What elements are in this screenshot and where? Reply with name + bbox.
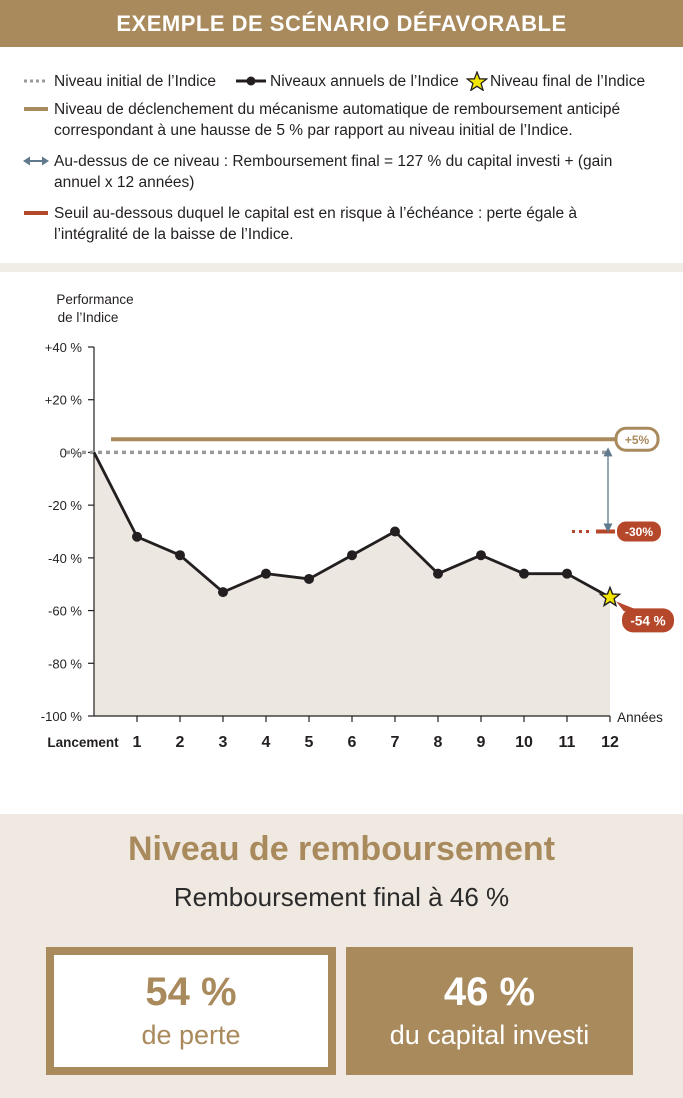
y-tick-label: +40 %	[44, 340, 82, 355]
legend-label-trigger: Niveau de déclenchement du mécanisme automatique de remboursement anticipé correspondant à une hausse de 5 % par rapport au niveau initial de l’Indice.	[54, 101, 621, 139]
y-axis	[41, 340, 94, 724]
trigger-line-icon	[22, 99, 50, 119]
y-tick-label: 0 %	[59, 445, 82, 461]
x-tick-label: 3	[218, 734, 228, 751]
x-tick-label: 8	[433, 734, 443, 751]
y-tick-label: -20 %	[48, 498, 82, 514]
x-tick-label: 12	[601, 734, 619, 751]
chart-svg	[0, 272, 683, 812]
x-tick-label: 10	[515, 734, 533, 751]
x-axis-label: Années	[617, 710, 663, 725]
data-point	[433, 569, 443, 579]
data-point	[261, 569, 271, 579]
legend-label-final: Niveau final de l’Indice	[490, 73, 646, 90]
y-axis-label-line2: de l’Indice	[57, 310, 119, 325]
risk-badge-label: -30%	[624, 525, 654, 539]
x-tick-label: 11	[558, 734, 576, 751]
chart	[0, 272, 683, 812]
data-point	[476, 550, 486, 560]
summary-title: Niveau de remboursement	[127, 830, 556, 868]
area-fill	[94, 452, 610, 716]
capital-label: du capital investi	[389, 1020, 590, 1050]
risk-line-icon	[22, 203, 50, 223]
dotted-line-icon	[22, 71, 50, 91]
page-title	[0, 0, 683, 47]
x-axis	[47, 716, 619, 751]
final-badge-label: -54 %	[630, 613, 666, 629]
x-tick-label: 2	[175, 734, 185, 751]
double-arrow-icon	[22, 151, 50, 171]
y-tick-label: -100 %	[40, 709, 82, 724]
star-icon	[466, 71, 488, 91]
data-point	[304, 574, 314, 584]
x-tick-label: Lancement	[47, 735, 119, 750]
data-point	[218, 587, 228, 597]
x-tick-label: 4	[261, 734, 271, 751]
y-tick-label: +20 %	[44, 392, 82, 408]
chart-top-band	[0, 263, 683, 272]
y-tick-label: -60 %	[48, 603, 82, 619]
loss-box	[46, 947, 336, 1075]
data-point	[390, 527, 400, 537]
summary-subtitle: Remboursement final à 46 %	[173, 882, 510, 912]
loss-label: de perte	[141, 1020, 241, 1050]
data-point	[347, 550, 357, 560]
x-tick-label: 6	[347, 734, 357, 751]
page-title-text: EXEMPLE DE SCÉNARIO DÉFAVORABLE	[116, 10, 567, 36]
x-tick-label: 9	[476, 734, 486, 751]
data-point	[132, 532, 142, 542]
x-tick-label: 1	[132, 734, 142, 751]
x-tick-label: 7	[390, 734, 400, 751]
legend-label-annual: Niveaux annuels de l’Indice	[270, 73, 459, 90]
trigger-badge-label: +5%	[624, 432, 650, 447]
legend-label-initial: Niveau initial de l’Indice	[54, 73, 216, 90]
loss-box-inner	[54, 955, 328, 1067]
badges	[616, 428, 674, 632]
y-axis-label: Performance	[56, 292, 134, 307]
y-tick-label: -40 %	[48, 550, 82, 566]
double-arrow	[604, 447, 613, 532]
x-tick-label: 5	[304, 734, 314, 751]
line-dot-icon	[234, 71, 268, 91]
legend-label-above: Au-dessus de ce niveau : Remboursement final = 127 % du capital investi + (gain annuel x 12 années)	[54, 153, 613, 191]
capital-box	[346, 947, 633, 1075]
data-point	[519, 569, 529, 579]
y-tick-label: -80 %	[48, 656, 82, 672]
loss-value: 54 %	[145, 970, 237, 1014]
data-point	[175, 550, 185, 560]
legend-label-risk: Seuil au-dessous duquel le capital est en risque à l’échéance : perte égale à l’intégralité de la baisse de l’Indice.	[54, 205, 578, 243]
capital-value: 46 %	[443, 970, 536, 1014]
data-point	[562, 569, 572, 579]
